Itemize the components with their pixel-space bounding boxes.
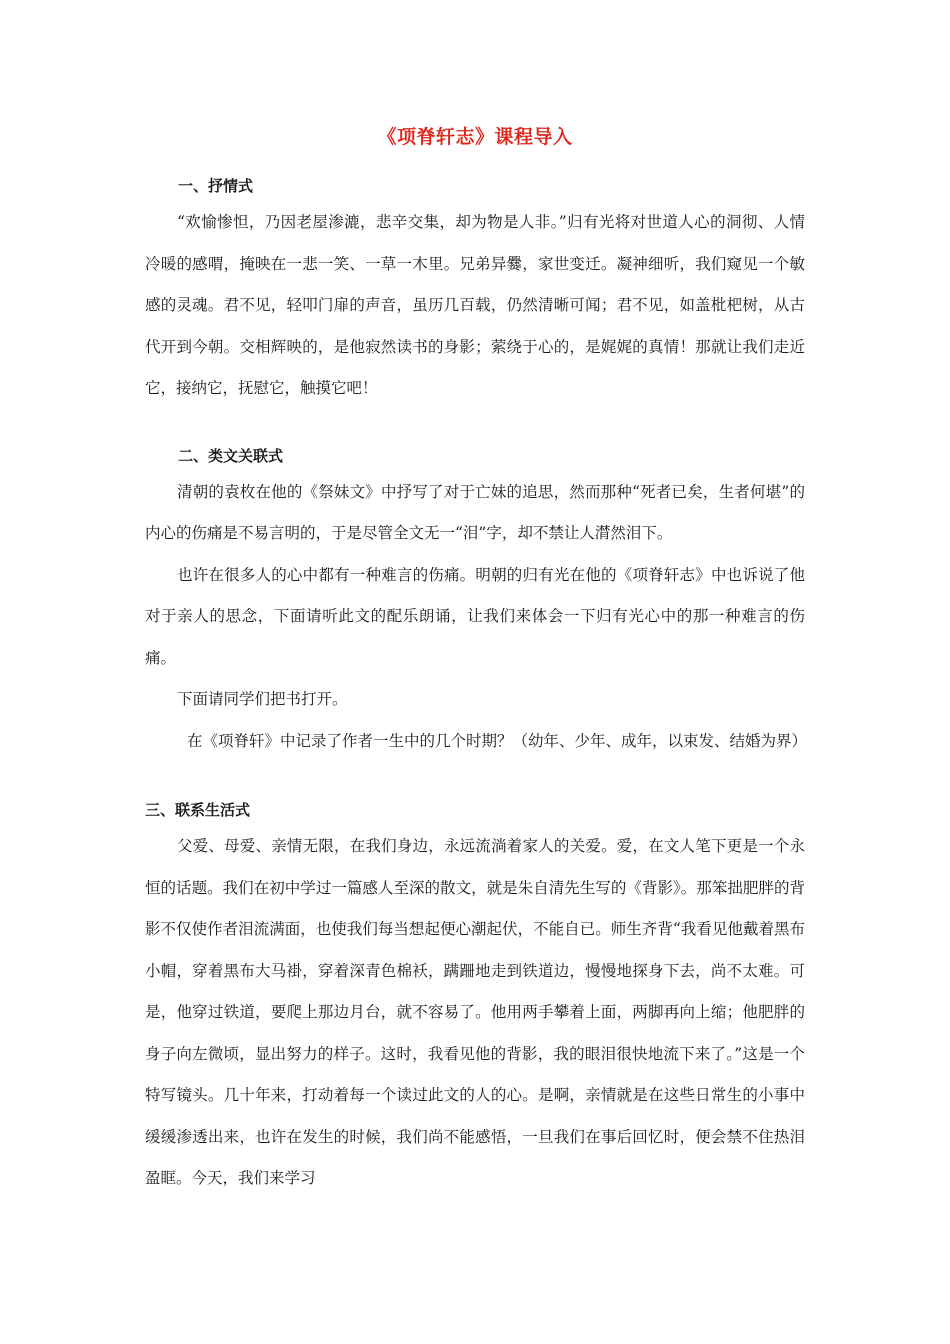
paragraph: 在《项脊轩》中记录了作者一生中的几个时期？（幼年、少年、成年，以束发、结婚为界） — [187, 731, 808, 750]
paragraph: 下面请同学们把书打开。 — [177, 690, 348, 708]
document-title: 《项脊轩志》课程导入 — [377, 126, 573, 148]
section-heading: 一、抒情式 — [178, 177, 254, 195]
paragraph: 也许在很多人的心中都有一种难言的伤痛。明朝的归有光在他的《项脊轩志》中也诉说了他对于亲人的思念，下面请听此文的配乐朗诵，让我们来体会一下归有光心中的那一种难言的伤痛。 — [145, 565, 805, 667]
section-related-text — [145, 446, 808, 763]
section-lyrical — [145, 176, 805, 410]
section-heading: 三、联系生活式 — [145, 801, 251, 819]
section-heading: 二、类文关联式 — [178, 446, 284, 465]
paragraph: 父爱、母爱、亲情无限，在我们身边，永远流淌着家人的关爱。爱，在文人笔下更是一个永恒的话题。我们在初中学过一篇感人至深的散文，就是朱自清先生写的《背影》。那笨拙肥胖的背影不仅使作者泪流满面，也使我们每当想起便心潮起伏，不能自已。师生齐背“我看见他戴着黑布小帽，穿着黑布大马褂，穿着深青色棉袄，蹒跚地走到铁道边，慢慢地探身下去，尚不太难。可是，他穿过铁道，要爬上那边月台，就不容易了。他用两手攀着上面，两脚再向上缩；他肥胖的身子向左微顷，显出努力的样子。这时，我看见他的背影，我的眼泪很快地流下来了。”这是一个特写镜头。几十年来，打动着每一个读过此文的人的心。是啊，亲情就是在这些日常生的小事中缓缓渗透出来，也许在发生的时候，我们尚不能感悟，一旦我们在事后回忆时，便会禁不住热泪盈眶。今天，我们来学习 — [145, 837, 805, 1187]
section-life-connection — [145, 800, 805, 1200]
paragraph: 清朝的袁枚在他的《祭妹文》中抒写了对于亡妹的追思，然而那种“死者已矣，生者何堪”的内心的伤痛是不易言明的，于是尽管全文无一“泪”字，却不禁让人潸然泪下。 — [145, 482, 805, 542]
paragraph: “欢愉惨怛，乃因老屋渗漉，悲辛交集，却为物是人非。”归有光将对世道人心的洞彻、人情冷暖的感喟，掩映在一悲一笑、一草一木里。兄弟异爨，家世变迁。凝神细听，我们窥见一个敏感的灵魂。君不见，轻叩门扉的声音，虽历几百载，仍然清晰可闻；君不见，如盖枇杷树，从古代开到今朝。交相辉映的，是他寂然读书的身影；萦绕于心的，是娓娓的真情！那就让我们走近它，接纳它，抚慰它，触摸它吧！ — [145, 213, 805, 397]
document-body — [145, 172, 808, 1200]
